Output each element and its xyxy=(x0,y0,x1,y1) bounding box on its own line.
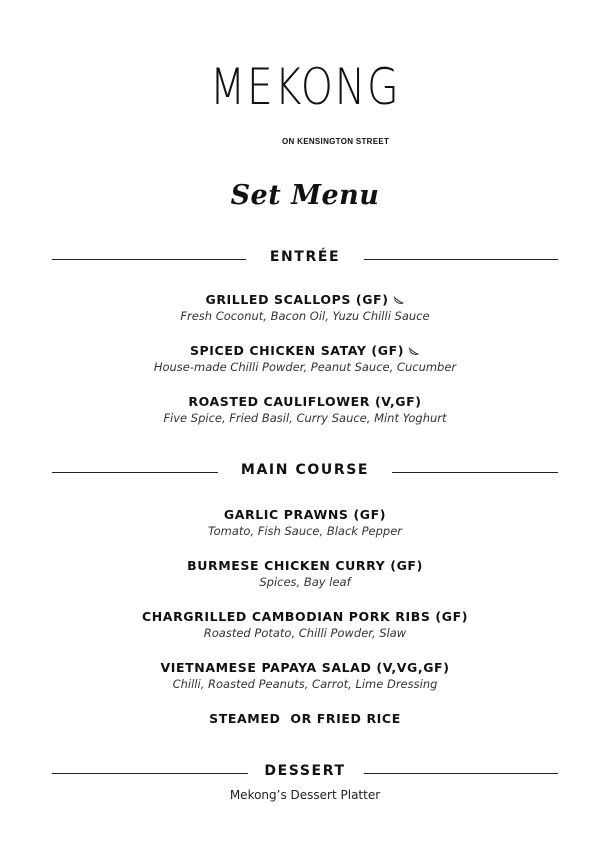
dish-item xyxy=(0,343,610,374)
dish-item xyxy=(0,609,610,640)
chilli-icon xyxy=(393,296,405,306)
dish-description: Roasted Potato, Chilli Powder, Slaw xyxy=(203,626,407,640)
dish-description: House-made Chilli Powder, Peanut Sauce, Cucumber xyxy=(153,360,457,374)
dish-item xyxy=(0,711,610,726)
dish-description: Spices, Bay leaf xyxy=(259,575,351,589)
dish-description: Tomato, Fish Sauce, Black Pepper xyxy=(207,524,403,538)
section-entree xyxy=(0,249,610,271)
dish-description: Fresh Coconut, Bacon Oil, Yuzu Chilli Sauce xyxy=(180,309,430,323)
dish-item xyxy=(0,507,610,538)
dish-name: GARLIC PRAWNS (GF) xyxy=(223,507,387,522)
dish-name-row xyxy=(0,292,610,307)
dish-description: Five Spice, Fried Basil, Curry Sauce, Mint Yoghurt xyxy=(163,411,447,425)
dish-item xyxy=(0,292,610,323)
section-main-course xyxy=(0,462,610,484)
dish-name: ROASTED CAULIFLOWER (V,GF) xyxy=(188,394,422,409)
menu-title: Set Menu xyxy=(230,180,380,211)
dish-name: VIETNAMESE PAPAYA SALAD (V,VG,GF) xyxy=(160,660,450,675)
dish-name-row xyxy=(0,343,610,358)
dish-item xyxy=(0,660,610,691)
dish-item xyxy=(0,558,610,589)
dish-name: GRILLED SCALLOPS (GF) xyxy=(205,292,389,307)
brand-tagline: ON KENSINGTON STREET xyxy=(282,137,390,146)
dish-description: Chilli, Roasted Peanuts, Carrot, Lime Dressing xyxy=(172,677,438,691)
section-dessert xyxy=(0,763,610,785)
brand-name: MEKONG xyxy=(209,58,401,116)
dish-item xyxy=(0,394,610,425)
section-header xyxy=(0,462,610,484)
divider-right xyxy=(364,773,558,774)
section-header xyxy=(0,249,610,271)
chilli-icon xyxy=(408,347,420,357)
dish-name: SPICED CHICKEN SATAY (GF) xyxy=(189,343,405,358)
dish-name: BURMESE CHICKEN CURRY (GF) xyxy=(187,558,423,573)
section-title: DESSERT xyxy=(264,763,346,779)
divider-right xyxy=(392,472,558,473)
dish-name: CHARGRILLED CAMBODIAN PORK RIBS (GF) xyxy=(141,609,469,624)
dessert-item: Mekong’s Dessert Platter xyxy=(229,788,381,802)
section-header xyxy=(0,763,610,785)
divider-right xyxy=(364,259,558,260)
section-title: ENTRÉE xyxy=(269,249,341,265)
brand-logo xyxy=(0,58,610,116)
dish-name: STEAMED OR FRIED RICE xyxy=(209,711,401,726)
section-title: MAIN COURSE xyxy=(240,462,370,478)
